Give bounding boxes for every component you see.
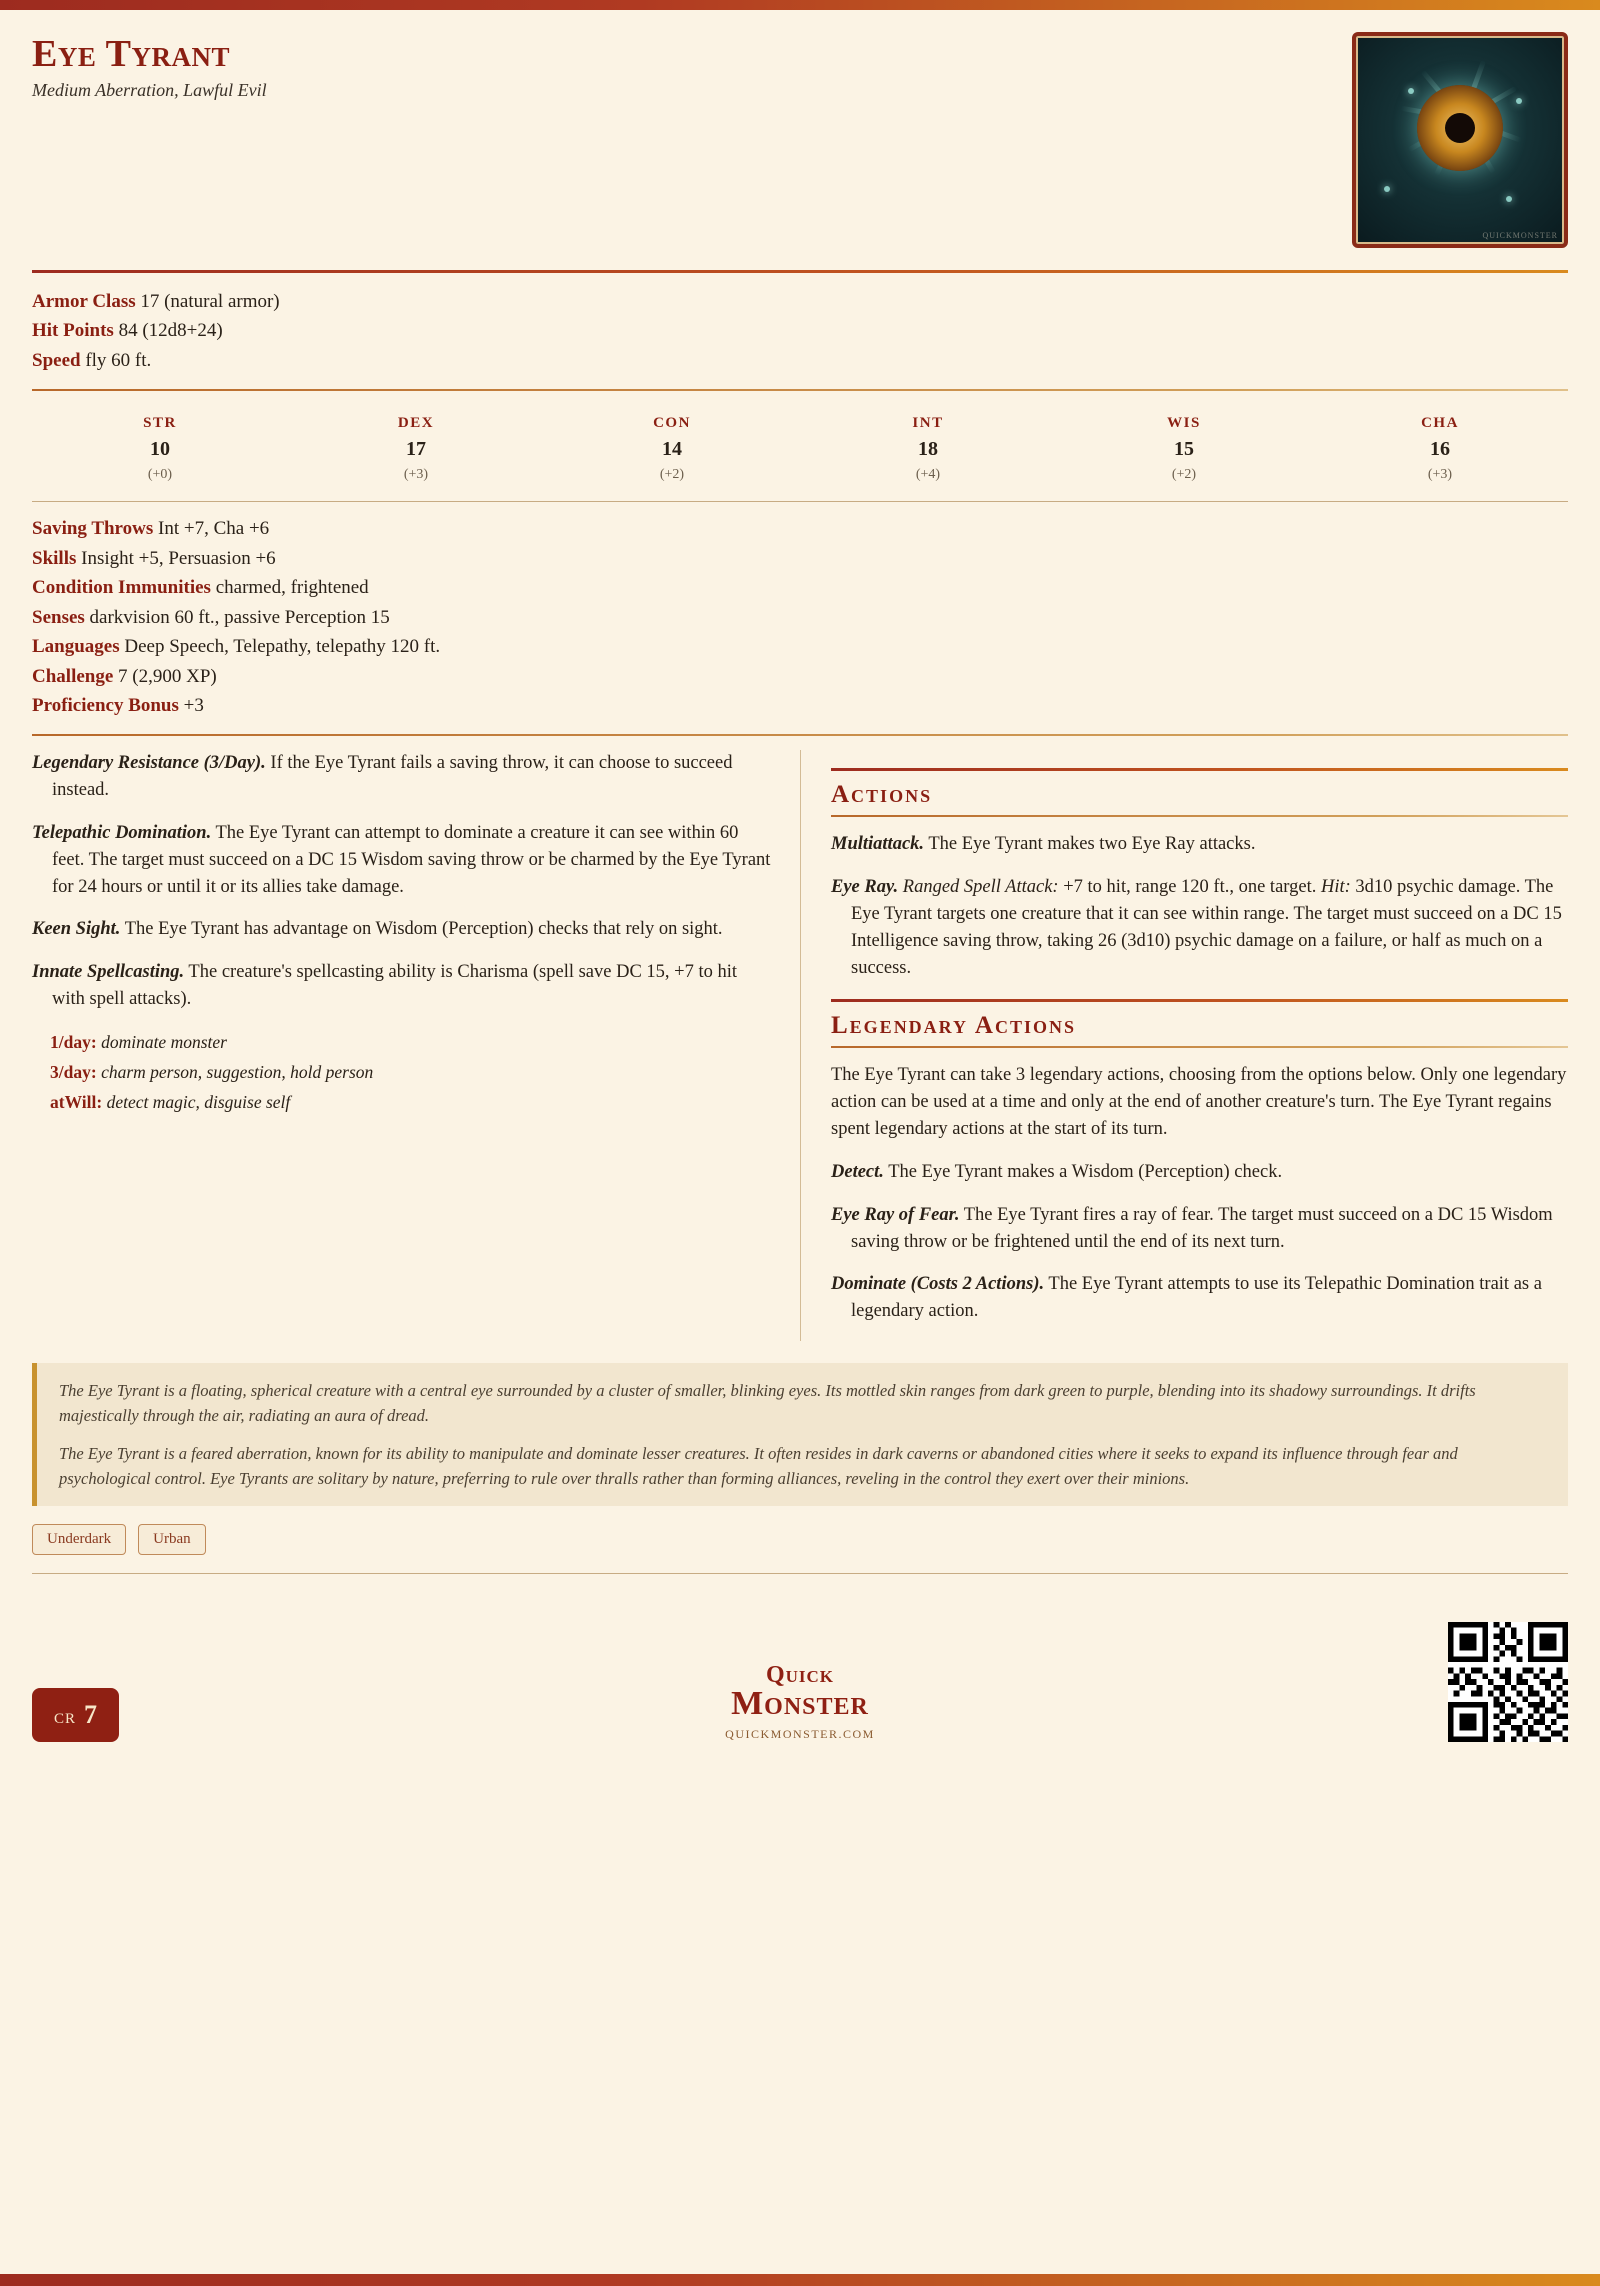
lore-paragraph-1: The Eye Tyrant is a floating, spherical creature with a central eye surrounded by a cluster of smaller, blinking eyes. Its mottled skin ranges from dark green to purple, blending into its shadowy surroundings. It drifts majestically through the air, radiating an aura of dread.	[59, 1380, 1476, 1425]
details-block	[32, 514, 1568, 720]
legendary-intro: The Eye Tyrant can take 3 legendary actions, choosing from the options below. Only one legendary action can be used at a time and only at the end of another creature's turn. The Eye Tyrant regains spent legendary actions at the start of its turn.	[831, 1065, 1567, 1140]
proficiency-bonus-line	[32, 691, 1568, 720]
armor-class-label: Armor Class	[32, 291, 136, 312]
header	[32, 10, 1568, 248]
trait-text: The Eye Tyrant can attempt to dominate a creature it can see within 60 feet. The target must succeed on a DC 15 Wisdom saving throw or be charmed by the Eye Tyrant for 24 hours or until it or its allies take damage.	[52, 823, 771, 897]
ability-score: 14	[662, 438, 682, 461]
saving-throws-value: Int +7, Cha +6	[158, 518, 270, 540]
spell-line-atwill	[32, 1089, 774, 1115]
pupil-icon	[1445, 113, 1475, 143]
ability-wis	[1056, 415, 1312, 483]
senses-label: Senses	[32, 606, 85, 628]
legendary-action-text: The Eye Tyrant fires a ray of fear. The target must succeed on a DC 15 Wisdom saving throw or be frightened until the end of its next turn.	[851, 1204, 1553, 1252]
senses-line	[32, 603, 1568, 632]
ability-modifier: (+2)	[659, 467, 685, 483]
legendary-action-dominate	[831, 1271, 1568, 1325]
cr-badge	[32, 1688, 119, 1742]
ability-score: 15	[1174, 438, 1194, 461]
spell-frequency: 3/day:	[50, 1062, 97, 1083]
header-divider	[32, 270, 1568, 273]
footer	[32, 1573, 1568, 1748]
trait-name: Telepathic Domination.	[32, 823, 212, 843]
trait-text: If the Eye Tyrant fails a saving throw, it can choose to succeed instead.	[52, 753, 733, 801]
ability-score: 10	[150, 438, 170, 461]
ability-con	[544, 415, 800, 483]
trait-keen-sight	[32, 916, 774, 943]
ability-score: 18	[918, 438, 938, 461]
languages-value: Deep Speech, Telepathy, telepathy 120 ft.	[124, 636, 441, 658]
trait-telepathic-domination	[32, 820, 774, 900]
trait-name: Keen Sight.	[32, 919, 121, 940]
brand-line-1: Quick	[765, 1661, 835, 1688]
lore-box	[32, 1363, 1568, 1506]
skills-line	[32, 544, 1568, 573]
challenge-value: 7 (2,900 XP)	[118, 665, 217, 687]
bottom-decorative-bar	[0, 2274, 1600, 2286]
languages-label: Languages	[32, 636, 120, 658]
ability-name: INT	[912, 415, 944, 432]
spell-frequency: atWill:	[50, 1092, 103, 1113]
saving-throws-line	[32, 514, 1568, 543]
defense-divider	[32, 389, 1568, 391]
ability-name: STR	[143, 415, 177, 432]
speed-line	[32, 346, 1568, 375]
details-divider	[32, 734, 1568, 736]
spell-names: detect magic, disguise self	[106, 1092, 291, 1113]
ability-modifier: (+4)	[915, 467, 941, 483]
legendary-actions-heading: Legendary Actions	[831, 1012, 1076, 1040]
condition-immunities-label: Condition Immunities	[32, 577, 211, 599]
ability-int	[800, 415, 1056, 483]
page-title: Eye Tyrant	[32, 33, 231, 75]
ability-score-table	[32, 405, 1568, 489]
action-text: The Eye Tyrant makes two Eye Ray attacks.	[924, 834, 1256, 855]
legendary-action-name: Eye Ray of Fear.	[831, 1204, 960, 1225]
legendary-top-rule	[831, 999, 1568, 1002]
proficiency-bonus-label: Proficiency Bonus	[32, 694, 179, 716]
ability-name: WIS	[1167, 415, 1201, 432]
brand-logo	[725, 1663, 875, 1742]
page-content	[0, 10, 1600, 2274]
action-multiattack	[831, 831, 1568, 858]
actions-column	[800, 750, 1568, 1341]
ability-dex	[288, 415, 544, 483]
hit-points-value: 84 (12d8+24)	[118, 320, 223, 342]
spell-names: dominate monster	[101, 1031, 227, 1052]
creature-type-line: Medium Aberration, Lawful Evil	[32, 80, 267, 100]
traits-column	[32, 750, 800, 1341]
trait-legendary-resistance	[32, 750, 774, 804]
action-text: +7 to hit, range 120 ft., one target.	[1058, 877, 1321, 898]
ability-str	[32, 415, 288, 483]
ability-score: 16	[1430, 438, 1450, 461]
brand-url: QUICKMONSTER.COM	[725, 1726, 875, 1741]
condition-immunities-line	[32, 573, 1568, 602]
legendary-action-name: Dominate (Costs 2 Actions).	[831, 1274, 1045, 1295]
creature-portrait	[1352, 32, 1568, 248]
saving-throws-label: Saving Throws	[32, 518, 154, 540]
proficiency-bonus-value: +3	[183, 694, 204, 716]
spell-frequency: 1/day:	[50, 1031, 97, 1052]
condition-immunities-value: charmed, frightened	[215, 577, 369, 599]
legendary-action-text: The Eye Tyrant makes a Wisdom (Perception) check.	[883, 1161, 1283, 1182]
qr-code	[1448, 1622, 1568, 1742]
spell-names: charm person, suggestion, hold person	[101, 1062, 374, 1083]
hit-points-label: Hit Points	[32, 320, 114, 342]
languages-line	[32, 632, 1568, 661]
body-columns	[32, 750, 1568, 1341]
legendary-action-text: The Eye Tyrant attempts to use its Telepathic Domination trait as a legendary action.	[851, 1274, 1542, 1322]
trait-name: Legendary Resistance (3/Day).	[32, 753, 266, 774]
lore-paragraph-2: The Eye Tyrant is a feared aberration, known for its ability to manipulate and dominate lesser creatures. It often resides in dark caverns or abandoned cities where it seeks to expand its influence through fear and psychological control. Eye Tyrants are solitary by nature, preferring to rule over thralls rather than forming alliances, reveling in the control they exert over their minions.	[59, 1444, 1458, 1489]
actions-heading: Actions	[831, 781, 933, 809]
legendary-action-eye-ray-of-fear	[831, 1202, 1568, 1256]
legendary-action-detect	[831, 1159, 1568, 1186]
spellcasting-list	[32, 1029, 774, 1116]
trait-text: The Eye Tyrant has advantage on Wisdom (Perception) checks that rely on sight.	[120, 919, 723, 940]
trait-innate-spellcasting	[32, 959, 774, 1013]
ability-modifier: (+0)	[147, 467, 173, 483]
ability-name: DEX	[397, 415, 435, 432]
trait-text: The creature's spellcasting ability is Charisma (spell save DC 15, +7 to hit with spell attacks).	[52, 962, 738, 1010]
spell-line-3day	[32, 1059, 774, 1085]
challenge-label: Challenge	[32, 665, 114, 687]
qr-code-icon	[1448, 1622, 1568, 1742]
ability-name: CHA	[1421, 415, 1459, 432]
top-decorative-bar	[0, 0, 1600, 10]
ability-modifier: (+2)	[1171, 467, 1197, 483]
armor-class-line	[32, 287, 1568, 316]
challenge-line	[32, 662, 1568, 691]
actions-top-rule	[831, 768, 1568, 771]
defense-block	[32, 287, 1568, 375]
ability-modifier: (+3)	[403, 467, 429, 483]
trait-name: Innate Spellcasting.	[32, 962, 185, 983]
ability-score: 17	[406, 438, 426, 461]
senses-value: darkvision 60 ft., passive Perception 15	[89, 606, 390, 628]
cr-value: 7	[84, 1699, 98, 1729]
abilities-divider	[32, 501, 1568, 502]
ability-name: CON	[653, 415, 691, 432]
ability-modifier: (+3)	[1427, 467, 1453, 483]
speed-label: Speed	[32, 349, 81, 371]
action-name: Multiattack.	[831, 834, 925, 855]
header-text	[32, 32, 267, 101]
speed-value: fly 60 ft.	[85, 349, 152, 371]
action-hit-text: 3d10 psychic damage. The Eye Tyrant targets one creature that it can see within range. The target must succeed on a DC 15 Intelligence saving throw, taking 26 (3d10) psychic damage on a failure, or half as much on a success.	[851, 877, 1562, 978]
tag-underdark[interactable]: Underdark	[32, 1524, 126, 1555]
actions-heading-rule	[831, 815, 1568, 817]
tag-list	[32, 1524, 1568, 1555]
portrait-watermark: QUICKMONSTER	[1482, 231, 1558, 240]
tag-urban[interactable]: Urban	[138, 1524, 206, 1555]
cr-label: CR	[54, 1710, 77, 1727]
action-attack-type: Ranged Spell Attack:	[898, 877, 1059, 898]
legendary-heading-rule	[831, 1046, 1568, 1048]
ability-cha	[1312, 415, 1568, 483]
brand-line-2: Monster	[731, 1684, 869, 1722]
armor-class-value: 17 (natural armor)	[140, 291, 280, 312]
action-name: Eye Ray.	[831, 877, 899, 898]
skills-value: Insight +5, Persuasion +6	[81, 547, 276, 569]
action-eye-ray	[831, 874, 1568, 981]
hit-points-line	[32, 316, 1568, 345]
legendary-action-name: Detect.	[831, 1161, 884, 1182]
spell-line-1day	[32, 1029, 774, 1055]
skills-label: Skills	[32, 547, 77, 569]
action-hit-label: Hit:	[1320, 877, 1351, 898]
